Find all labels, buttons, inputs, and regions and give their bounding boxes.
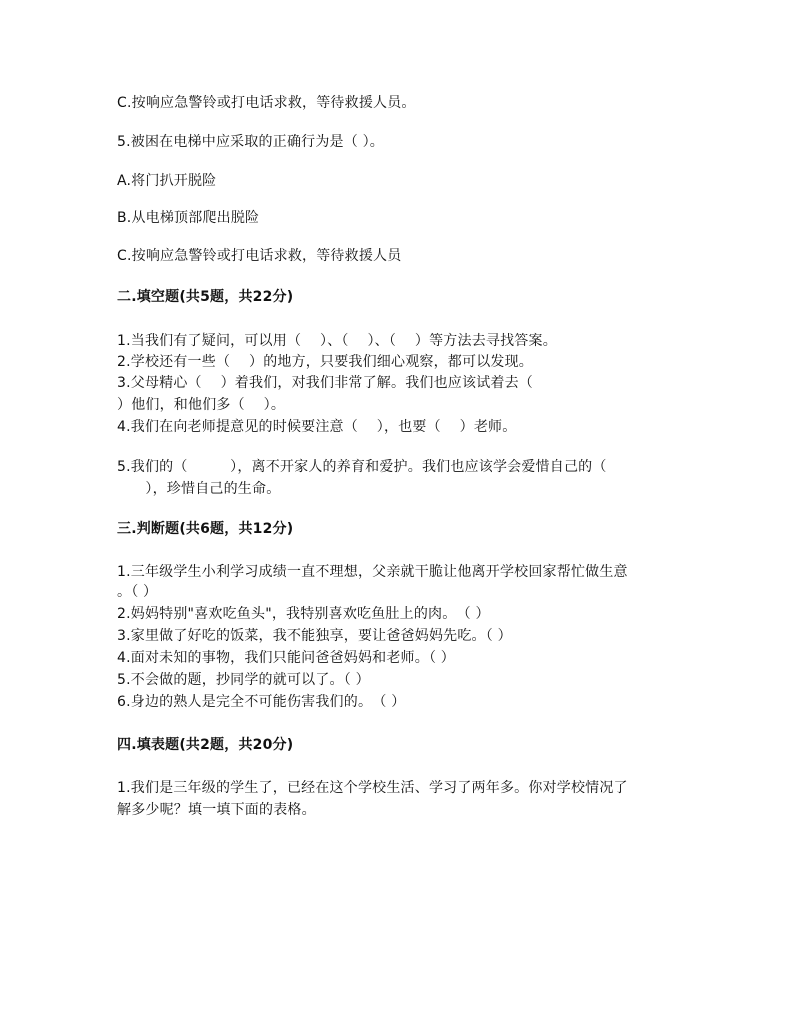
judge-q1-line2: 。（ ） xyxy=(117,584,158,600)
fill-q5-line1: 5.我们的（ ），离不开家人的养育和爱护。我们也应该学会爱惜自己的（ xyxy=(117,459,607,475)
fill-q2: 2.学校还有一些（ ）的地方，只要我们细心观察，都可以发现。 xyxy=(117,354,534,370)
q5-option-a: A.将门扒开脱险 xyxy=(117,173,217,189)
fill-q3-line2: ）他们，和他们多（ ）。 xyxy=(117,397,286,413)
table-q1-line1: 1.我们是三年级的学生了，已经在这个学校生活、学习了两年多。你对学校情况了 xyxy=(117,780,628,796)
judge-q6: 6.身边的熟人是完全不可能伤害我们的。 （ ） xyxy=(117,694,406,710)
fill-q5-line2: ），珍惜自己的生命。 xyxy=(117,481,281,497)
fill-q3-line1: 3.父母精心（ ）着我们，对我们非常了解。我们也应该试着去（ xyxy=(117,375,534,391)
fill-q4: 4.我们在向老师提意见的时候要注意（ ），也要（ ）老师。 xyxy=(117,419,517,435)
section-fill-in-title: 二.填空题(共5题，共22分) xyxy=(117,289,294,305)
judge-q5: 5.不会做的题，抄同学的就可以了。（ ） xyxy=(117,672,370,688)
q5-question: 5.被困在电梯中应采取的正确行为是（ ）。 xyxy=(117,134,385,150)
q4-option-c: C.按响应急警铃或打电话求救，等待救援人员。 xyxy=(117,95,416,111)
judge-q4: 4.面对未知的事物，我们只能问爸爸妈妈和老师。（ ） xyxy=(117,650,456,666)
judge-q2: 2.妈妈特别"喜欢吃鱼头"，我特别喜欢吃鱼肚上的肉。 （ ） xyxy=(117,606,490,622)
q5-option-c: C.按响应急警铃或打电话求救，等待救援人员 xyxy=(117,248,402,264)
q5-option-b: B.从电梯顶部爬出脱险 xyxy=(117,210,260,226)
judge-q3: 3.家里做了好吃的饭菜，我不能独享，要让爸爸妈妈先吃。（ ） xyxy=(117,628,512,644)
fill-q1: 1.当我们有了疑问，可以用（ ）、（ ）、（ ）等方法去寻找答案。 xyxy=(117,333,557,349)
table-q1-line2: 解多少呢？填一填下面的表格。 xyxy=(117,802,316,818)
section-table-title: 四.填表题(共2题，共20分) xyxy=(117,737,294,753)
section-judge-title: 三.判断题(共6题，共12分) xyxy=(117,521,294,537)
judge-q1-line1: 1.三年级学生小利学习成绩一直不理想，父亲就干脆让他离开学校回家帮忙做生意 xyxy=(117,564,628,580)
